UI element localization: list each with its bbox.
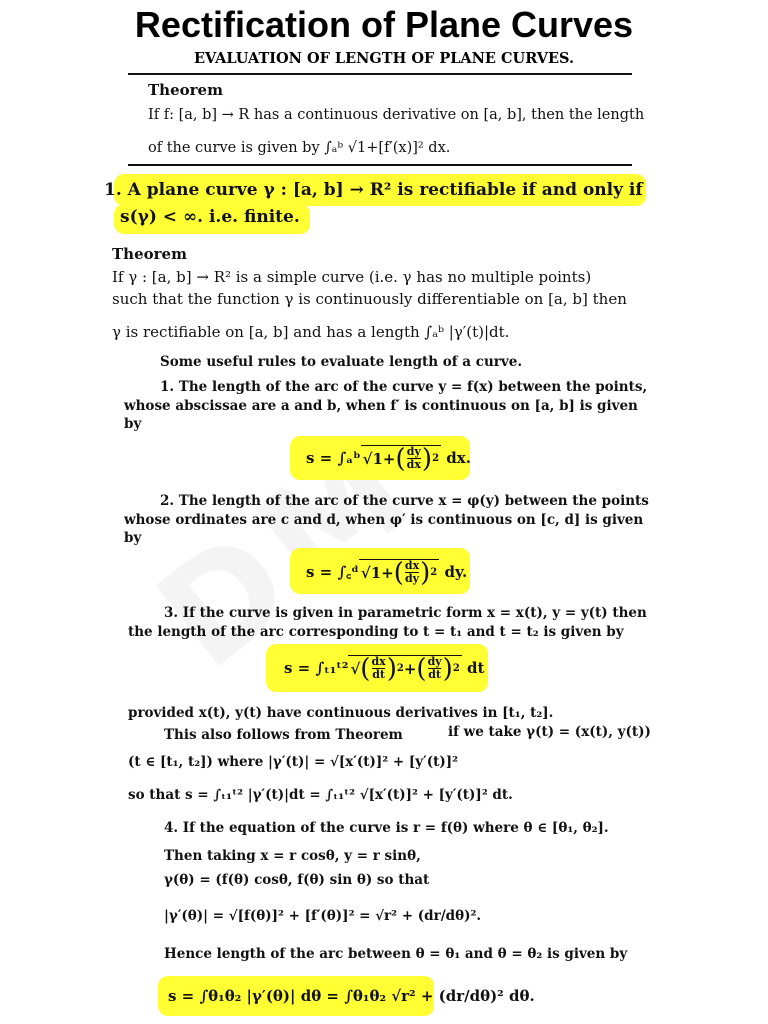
- rule3-den1: dt: [372, 668, 385, 681]
- rule3-fraction-1: [371, 656, 385, 681]
- rule1-den: dx: [406, 458, 421, 471]
- rule3-tail: dt: [467, 659, 485, 677]
- rule3-plus: +: [403, 659, 417, 678]
- rule4-line2: Then taking x = r cosθ, y = r sinθ,: [164, 848, 421, 864]
- rule3-num1: dx: [371, 655, 386, 668]
- theorem2-line3: γ is rectifiable on [a, b] and has a length ∫ₐᵇ |γ′(t)|dt.: [112, 323, 510, 341]
- rule1-tail: dx.: [446, 449, 471, 467]
- rule1-integral: ∫ₐᵇ: [337, 449, 361, 467]
- rule1-formula: [306, 440, 471, 476]
- theorem1-line1: If f: [a, b] → R has a continuous derivative on [a, b], then the length: [148, 107, 645, 123]
- rule2-integral: ∫꜀ᵈ: [337, 563, 359, 581]
- rule1-line1: 1. The length of the arc of the curve y = f(x) between the points,: [160, 379, 648, 395]
- rule2-radical: √ 1+ ( $\frac{dx}{dy}$ ) 2: [360, 557, 438, 588]
- theorem1-line2: [148, 138, 450, 158]
- rule4-final-formula: s = ∫θ₁θ₂ |γ′(θ)| dθ = ∫θ₁θ₂ √r² + (dr/dθ)² dθ.: [168, 987, 535, 1005]
- rule1-line2: whose abscissae are a and b, when f′ is continuous on [a, b] is given: [124, 398, 638, 414]
- rule3-den2: dt: [428, 668, 441, 681]
- rule3-line4b: if we take γ(t) = (x(t), y(t)): [448, 724, 651, 740]
- rule4-line5: Hence length of the arc between θ = θ₁ and θ = θ₂ is given by: [164, 946, 628, 962]
- rule1-line3: by: [124, 416, 142, 432]
- rule3-line3: provided x(t), y(t) have continuous derivatives in [t₁, t₂].: [128, 705, 554, 721]
- rule3-line2: the length of the arc corresponding to t = t₁ and t = t₂ is given by: [128, 624, 624, 640]
- theorem1-heading: Theorem: [148, 81, 223, 99]
- rule3-line1: 3. If the curve is given in parametric form x = x(t), y = y(t) then: [164, 605, 647, 621]
- rule4-line4: |γ′(θ)| = √[f(θ)]² + [f′(θ)]² = √r² + (dr/dθ)².: [164, 908, 482, 924]
- rule2-line2: whose ordinates are c and d, when φ′ is continuous on [c, d] is given: [124, 512, 644, 528]
- theorem1-line2-prefix: of the curve is given by: [148, 140, 320, 156]
- theorem1-formula: ∫ₐᵇ √1+[f′(x)]² dx.: [324, 140, 451, 156]
- theorem2-line2: such that the function γ is continuously differentiable on [a, b] then: [112, 290, 627, 308]
- rule4-line3: γ(θ) = (f(θ) cosθ, f(θ) sin θ) so that: [164, 872, 430, 888]
- rule2-line3: by: [124, 530, 142, 546]
- rule3-line5: (t ∈ [t₁, t₂]) where |γ′(t)| = √[x′(t)]² + [y′(t)]²: [128, 754, 459, 770]
- item1-line2: s(γ) < ∞. i.e. finite.: [120, 207, 300, 227]
- rule3-formula: [284, 650, 484, 686]
- rule1-radical: √ 1+ ( $\frac{dy}{dx}$ ) 2: [362, 443, 440, 474]
- rule3-radical: √ ( $\frac{dx}{dt}$ ) 2 + ( $\frac{dy}{dt}$ ) 2: [350, 653, 460, 684]
- rule2-formula: [306, 554, 467, 590]
- rules-heading: Some useful rules to evaluate length of a curve.: [160, 354, 523, 370]
- rule3-s: s =: [284, 659, 311, 677]
- page-title: Rectification of Plane Curves: [134, 4, 634, 45]
- theorem2-line1: If γ : [a, b] → R² is a simple curve (i.e. γ has no multiple points): [112, 268, 592, 286]
- rule3-num2: dy: [427, 655, 442, 668]
- rule3-integral: ∫ₜ₁ᵗ²: [315, 659, 349, 677]
- rule1-s: s =: [306, 449, 333, 467]
- divider-2: [128, 164, 632, 166]
- rule2-den: dy: [404, 572, 420, 585]
- divider: [128, 73, 632, 75]
- rule4-line1: 4. If the equation of the curve is r = f(θ) where θ ∈ [θ₁, θ₂].: [164, 820, 609, 836]
- rule3-fraction-2: [428, 656, 442, 681]
- rule3-line4a: This also follows from Theorem: [164, 727, 403, 743]
- rule1-num: dy: [406, 445, 421, 458]
- rule2-tail: dy.: [444, 563, 468, 581]
- rule2-s: s =: [306, 563, 333, 581]
- item1-line1: 1. A plane curve γ : [a, b] → R² is rectifiable if and only if: [104, 180, 643, 200]
- rule2-num: dx: [404, 559, 420, 572]
- rule2-fraction: [405, 560, 419, 585]
- rule1-fraction: [407, 446, 421, 471]
- page-subtitle: EVALUATION OF LENGTH OF PLANE CURVES.: [193, 50, 575, 67]
- rule1-one-plus: 1+: [372, 449, 396, 468]
- rule3-line6: so that s = ∫ₜ₁ᵗ² |γ′(t)|dt = ∫ₜ₁ᵗ² √[x′(t)]² + [y′(t)]² dt.: [128, 787, 513, 803]
- rule2-line1: 2. The length of the arc of the curve x = φ(y) between the points: [160, 493, 649, 509]
- rule2-one-plus: 1+: [370, 563, 394, 582]
- theorem2-heading: Theorem: [112, 245, 187, 263]
